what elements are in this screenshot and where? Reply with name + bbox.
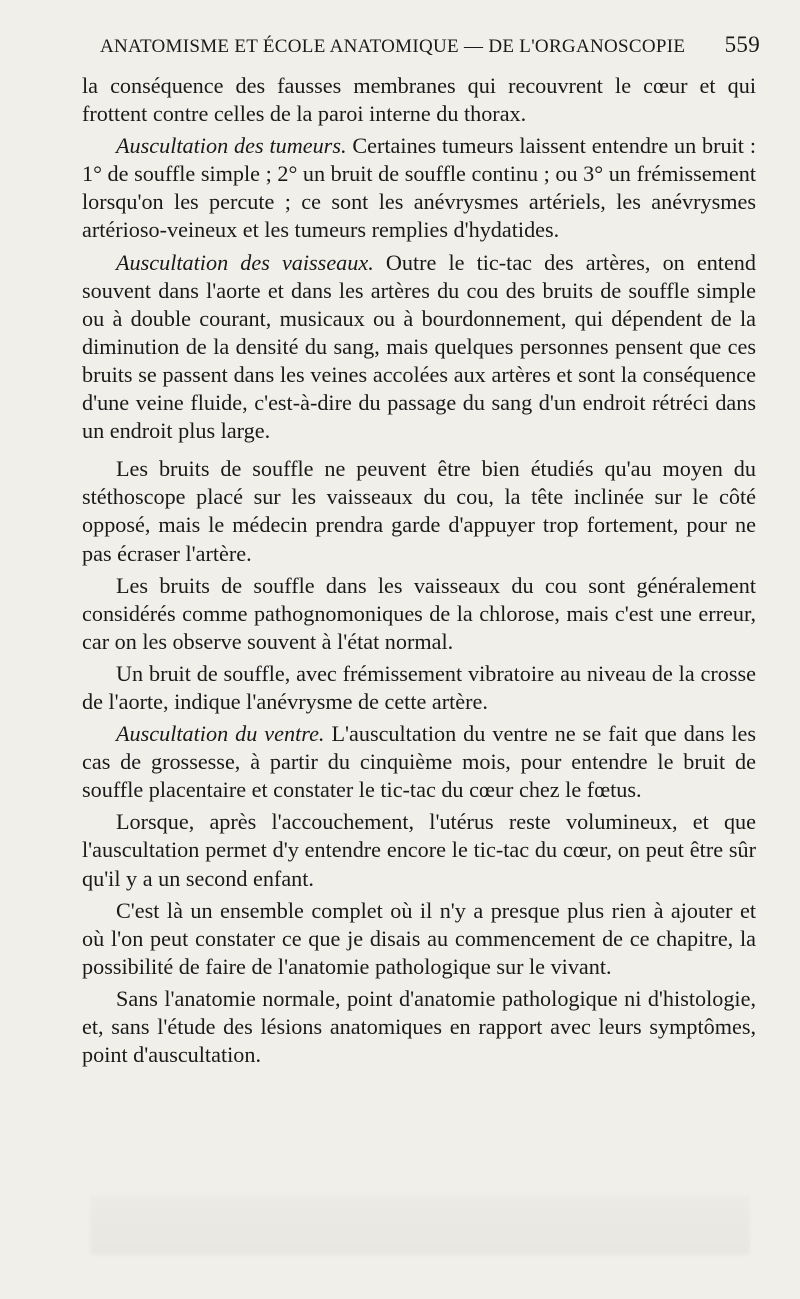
paragraph-text: Certaines tumeurs laissent entendre un bruit : 1° de souffle simple ; 2° un bruit de souffle continu ; ou 3° un frémissement lorsqu'on les percute ; ce sont les anévrysmes artériels, les anévrysmes artérioso-veineux et les tumeurs remplies d'hydatides. [82, 133, 756, 243]
paragraph [82, 897, 756, 981]
paragraph-text: Lorsque, après l'accouchement, l'utérus reste volumineux, et que l'auscultation permet d'y entendre encore le tic-tac du cœur, on peut être sûr qu'il y a un second enfant. [82, 809, 756, 891]
section-heading: Auscultation des tumeurs. [116, 133, 347, 159]
paragraph-text: Sans l'anatomie normale, point d'anatomie pathologique ni d'histologie, et, sans l'étude des lésions anatomiques en rapport avec leurs symptômes, point d'auscultation. [82, 985, 756, 1068]
paragraph-text: L'auscultation du ventre ne se fait que dans les cas de grossesse, à partir du cinquième mois, pour entendre le bruit de souffle placentaire et constater le tic-tac du cœur chez le fœtus. [82, 721, 756, 803]
paragraph-text: Les bruits de souffle ne peuvent être bien étudiés qu'au moyen du stéthoscope placé sur les vaisseaux du cou, la tête inclinée sur le côté opposé, mais le médecin prendra garde d'appuyer trop fortement, pour ne pas écraser l'artère. [82, 456, 756, 566]
paragraph [82, 572, 756, 656]
page-header [100, 32, 760, 58]
body-text [82, 72, 756, 1073]
paragraph [82, 660, 756, 716]
paragraph [82, 132, 756, 244]
paragraph-text: C'est là un ensemble complet où il n'y a presque plus rien à ajouter et où l'on peut constater ce que je disais au commencement de ce chapitre, la possibilité de faire de l'anatomie pathologique sur le vivant. [82, 897, 756, 979]
paragraph [82, 985, 756, 1069]
paragraph-text: Les bruits de souffle dans les vaisseaux du cou sont généralement considérés comme pathognomoniques de la chlorose, mais c'est une erreur, car on les observe souvent à l'état normal. [82, 572, 756, 654]
paragraph [82, 455, 756, 567]
section-heading: Auscultation des vaisseaux. [116, 249, 374, 275]
running-title: ANATOMISME ET ÉCOLE ANATOMIQUE — DE L'ORGANOSCOPIE [100, 36, 686, 57]
paragraph [82, 249, 756, 446]
paragraph [82, 72, 756, 128]
paragraph-text: la conséquence des fausses membranes qui recouvrent le cœur et qui frottent contre celles de la paroi interne du thorax. [82, 73, 756, 127]
section-heading: Auscultation du ventre. [116, 721, 325, 747]
paragraph-text: Un bruit de souffle, avec frémissement vibratoire au niveau de la crosse de l'aorte, indique l'anévrysme de cette artère. [82, 660, 756, 714]
paragraph [82, 808, 756, 892]
paragraph [82, 720, 756, 804]
page-number: 559 [724, 32, 760, 57]
paragraph-text: Outre le tic-tac des artères, on entend souvent dans l'aorte et dans les artères du cou des bruits de souffle simple ou à double courant, musicaux ou à bourdonnement, qui dépendent de la diminution de la densité du sang, mais quelques personnes pensent que ces bruits se passent dans les veines accolées aux artères et sont la conséquence d'une veine fluide, c'est-à-dire du passage du sang d'un endroit rétréci dans un endroit plus large. [82, 249, 756, 444]
bleed-through-shadow [90, 1195, 750, 1255]
